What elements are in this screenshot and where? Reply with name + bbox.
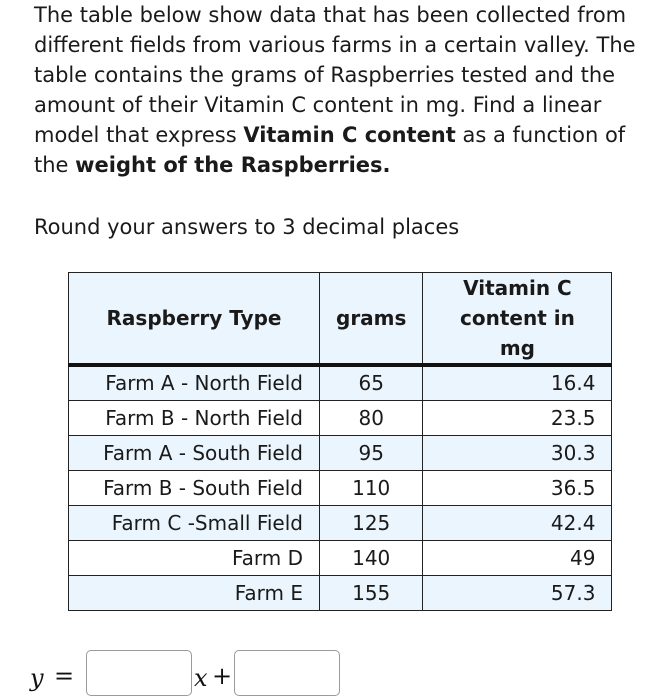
cell-vitamin: 30.3 <box>423 435 612 470</box>
cell-grams: 125 <box>320 505 423 540</box>
equals-sign: = <box>54 662 75 690</box>
cell-vitamin: 23.5 <box>423 400 612 435</box>
cell-vitamin: 16.4 <box>423 365 612 400</box>
cell-vitamin: 36.5 <box>423 470 612 505</box>
header-vitamin-c <box>423 273 612 366</box>
cell-type: Farm E <box>69 575 320 610</box>
cell-type: Farm A - South Field <box>69 435 320 470</box>
prompt-bold-vitamin: Vitamin C content <box>243 123 456 147</box>
cell-vitamin: 57.3 <box>423 575 612 610</box>
intercept-input[interactable] <box>234 650 340 696</box>
round-instruction: Round your answers to 3 decimal places <box>34 215 460 239</box>
table-row <box>69 540 612 575</box>
cell-type: Farm D <box>69 540 320 575</box>
header-raspberry-type: Raspberry Type <box>69 273 320 366</box>
cell-type: Farm C -Small Field <box>69 505 320 540</box>
prompt-bold-weight: weight of the Raspberries. <box>75 153 391 177</box>
cell-grams: 155 <box>320 575 423 610</box>
table-row <box>69 435 612 470</box>
table-row <box>69 365 612 400</box>
plus-sign: + <box>212 662 233 690</box>
y-variable: y <box>30 664 44 692</box>
table-row <box>69 505 612 540</box>
cell-grams: 80 <box>320 400 423 435</box>
slope-input[interactable] <box>86 650 192 696</box>
cell-grams: 95 <box>320 435 423 470</box>
table-row <box>69 470 612 505</box>
table-row <box>69 575 612 610</box>
header-vitamin-line2: content in mg <box>460 306 575 360</box>
x-variable: x <box>194 664 208 692</box>
cell-grams: 140 <box>320 540 423 575</box>
table-row <box>69 400 612 435</box>
cell-type: Farm A - North Field <box>69 365 320 400</box>
cell-type: Farm B - North Field <box>69 400 320 435</box>
prompt-text-1: The table below show data that has been collected from different fields from various farms in a certain valley. The table contains the grams of Raspberries tested and the amount of their Vitamin C content in mg. Find a linear model that express <box>34 3 636 147</box>
header-vitamin-line1: Vitamin C <box>463 276 572 300</box>
table-header-row <box>69 273 612 366</box>
cell-vitamin: 42.4 <box>423 505 612 540</box>
cell-grams: 65 <box>320 365 423 400</box>
cell-type: Farm B - South Field <box>69 470 320 505</box>
cell-grams: 110 <box>320 470 423 505</box>
problem-statement <box>34 0 644 180</box>
data-table <box>68 272 612 611</box>
cell-vitamin: 49 <box>423 540 612 575</box>
prompt-text-2: as a function of the <box>34 123 626 177</box>
header-grams: grams <box>320 273 423 366</box>
